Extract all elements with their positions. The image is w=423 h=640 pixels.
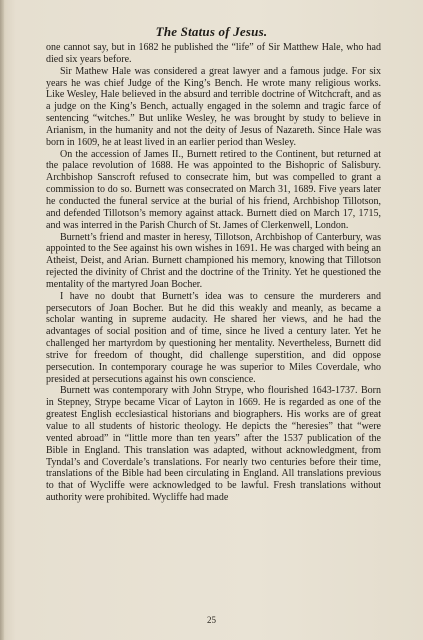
page-number: 25 bbox=[207, 615, 216, 625]
paragraph-hale: Sir Mathew Hale was considered a great lawyer and a famous judge. For six years he was chief Judge of the King’s Bench. He wrote many religious works. Like Wesley, Hale believed in the absurd and terrible doctrine of Witchcraft, and as a judge on the King’s Bench, actually engaged in the solemn and tragic farce of sentencing “witches.” But unlike Wesley, he was brought by study to believe in Arianism, in the humanity and not the deity of Jesus of Nazareth. Since Hale was born in 1609, he at least lived in an earlier period than Wesley. bbox=[46, 65, 381, 148]
running-title: The Status of Jesus. bbox=[155, 24, 268, 39]
page-gutter-shadow bbox=[0, 0, 4, 640]
paragraph-tillotson: Burnett’s friend and master in heresy, Tillotson, Archbishop of Canterbury, was appointed to the See against his own wishes in 1691. He was charged with being an Atheist, Deist, and Arian. Burnett championed his memory, knowing that Tillotson rejected the divinity of Christ and the doctrine of the Trinity. Yet he questioned the mentality of the martyred Joan Bocher. bbox=[46, 231, 381, 290]
paragraph-burnett-salisbury: On the accession of James II., Burnett retired to the Continent, but returned at the palace revolution of 1688. He was appointed to the Bishopric of Salisbury. Archbishop Sanscroft refused to consecrate him, but was compelled to grant a commission to do so. Burnett was consecrated on March 31, 1689. Five years later he conducted the funeral service at the burial of his friend, Archbishop Tillotson, and defended Tillotson’s memory against attack. Burnett died on March 17, 1715, and was interred in the Parish Church of St. James of Clerkenwell, London. bbox=[46, 148, 381, 231]
paragraph-joan-bocher: I have no doubt that Burnett’s idea was to censure the murderers and persecutors of Joan Bocher. But he did this weakly and meanly, as became a scholar wanting in supreme audacity. He shared her views, and he had the advantages of social position and of time, since he lived a century later. Yet he challenged her martyrdom by questioning her mentality. Nevertheless, Burnett did strive for freedom of thought, did challenge superstition, and did oppose persecution. In contemporary courage he was superior to Miles Coverdale, who presided at persecutions against his own conscience. bbox=[46, 290, 381, 385]
paragraph-strype: Burnett was contemporary with John Strype, who flourished 1643-1737. Born in Stepney, Strype became Vicar of Layton in 1669. He is regarded as one of the greatest English ecclesiastical historians and biographers. His works are of great value to all students of historic theology. He depicts the “heresies” that “were vented abroad” in “little more than ten years” after the 1537 publication of the Bible in England. This translation was adapted, without acknowledgment, from Tyndal’s and Coverdale’s translations. For nearly two centuries before their time, translations of the Bible had been circulating in England. All translations previous to that of Wycliffe were acknowledged to be lawful. Fresh translations without authority were prohibited. Wycliffe had made bbox=[46, 385, 381, 504]
body-text bbox=[46, 42, 381, 504]
paragraph-continued: one cannot say, but in 1682 he published the “life” of Sir Matthew Hale, who had died six years before. bbox=[46, 42, 381, 65]
